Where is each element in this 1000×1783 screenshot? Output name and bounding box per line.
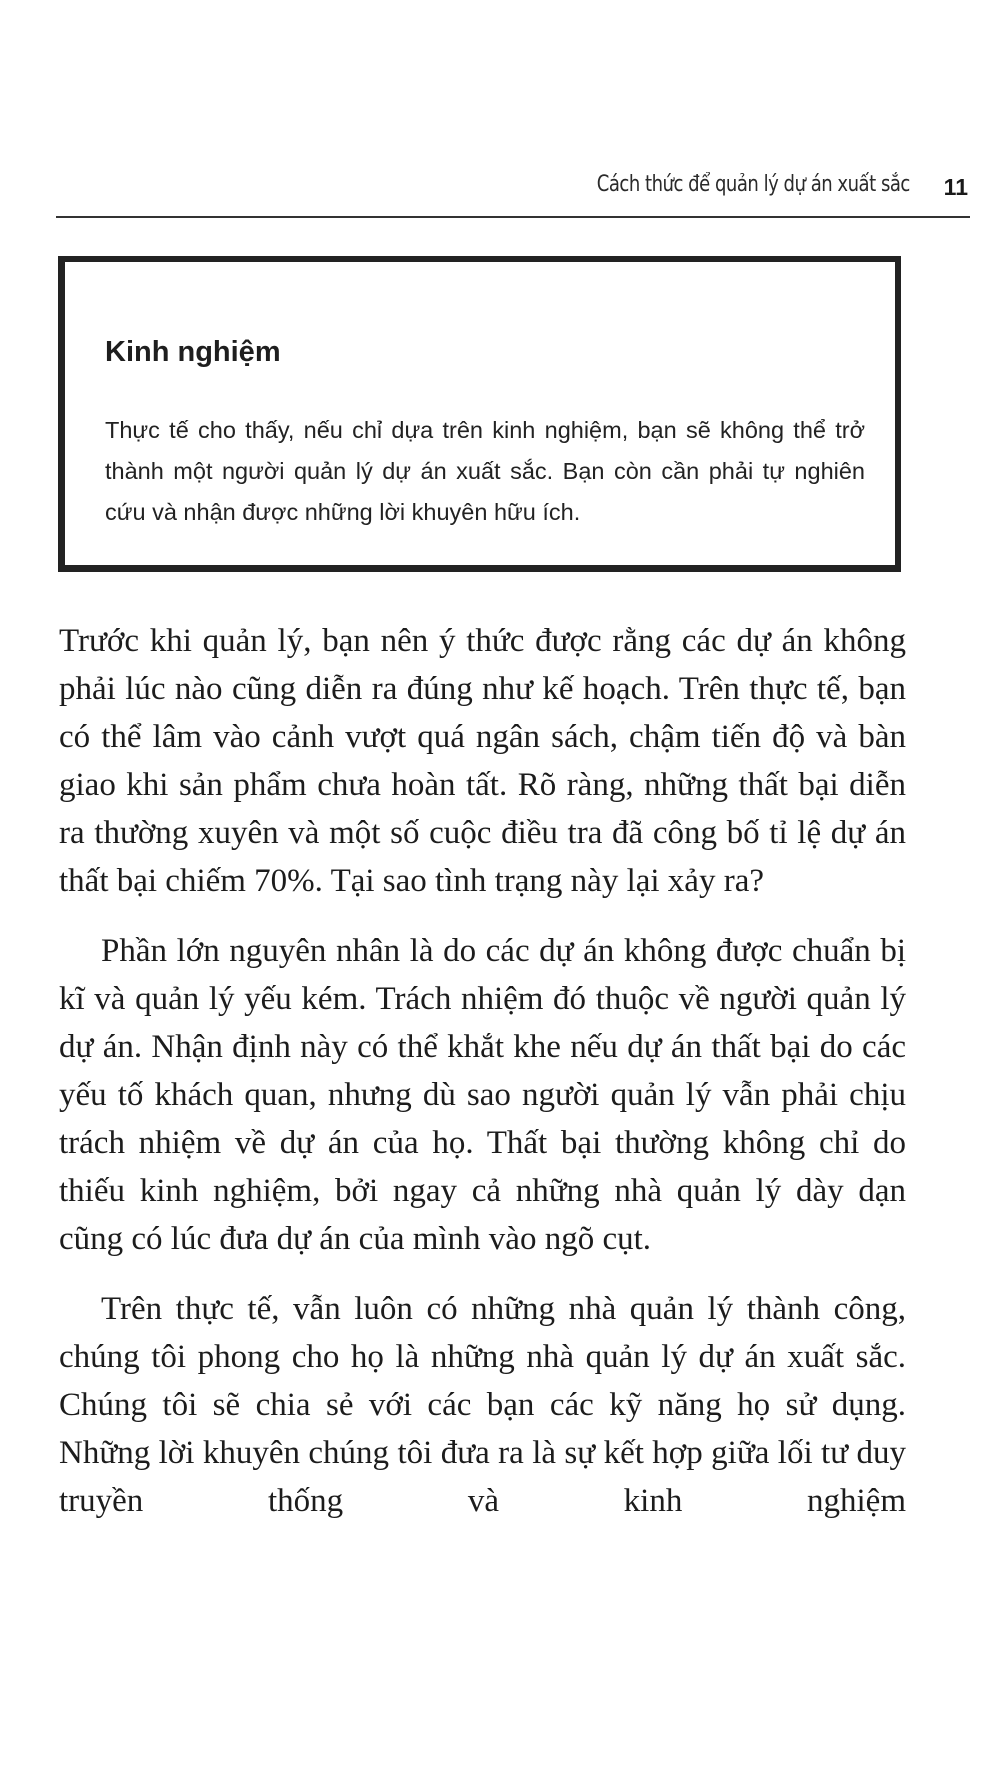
callout-title: Kinh nghiệm	[105, 336, 281, 368]
body-text	[59, 617, 906, 1547]
running-header	[56, 150, 970, 218]
callout-box	[58, 256, 901, 572]
page-number: 11	[943, 174, 968, 200]
running-title: Cách thức để quản lý dự án xuất sắc	[596, 172, 910, 197]
paragraph-1: Trước khi quản lý, bạn nên ý thức được rằng các dự án không phải lúc nào cũng diễn ra đúng như kế hoạch. Trên thực tế, bạn có thể lâm vào cảnh vượt quá ngân sách, chậm tiến độ và bàn giao khi sản phẩm chưa hoàn tất. Rõ ràng, những thất bại diễn ra thường xuyên và một số cuộc điều tra đã công bố tỉ lệ dự án thất bại chiếm 70%. Tại sao tình trạng này lại xảy ra?	[59, 623, 906, 899]
paragraph-2: Phần lớn nguyên nhân là do các dự án không được chuẩn bị kĩ và quản lý yếu kém. Trách nhiệm đó thuộc về người quản lý dự án. Nhận định này có thể khắt khe nếu dự án thất bại do các yếu tố khách quan, nhưng dù sao người quản lý vẫn phải chịu trách nhiệm về dự án của họ. Thất bại thường không chỉ do thiếu kinh nghiệm, bởi ngay cả những nhà quản lý dày dạn cũng có lúc đưa dự án của mình vào ngõ cụt.	[59, 933, 906, 1257]
paragraph-3: Trên thực tế, vẫn luôn có những nhà quản lý thành công, chúng tôi phong cho họ là những nhà quản lý dự án xuất sắc. Chúng tôi sẽ chia sẻ với các bạn các kỹ năng họ sử dụng. Những lời khuyên chúng tôi đưa ra là sự kết hợp giữa lối tư duy truyền thống và kinh nghiệm	[59, 1291, 906, 1519]
callout-text: Thực tế cho thấy, nếu chỉ dựa trên kinh nghiệm, bạn sẽ không thể trở thành một người quản lý dự án xuất sắc. Bạn còn cần phải tự nghiên cứu và nhận được những lời khuyên hữu ích.	[105, 417, 865, 525]
